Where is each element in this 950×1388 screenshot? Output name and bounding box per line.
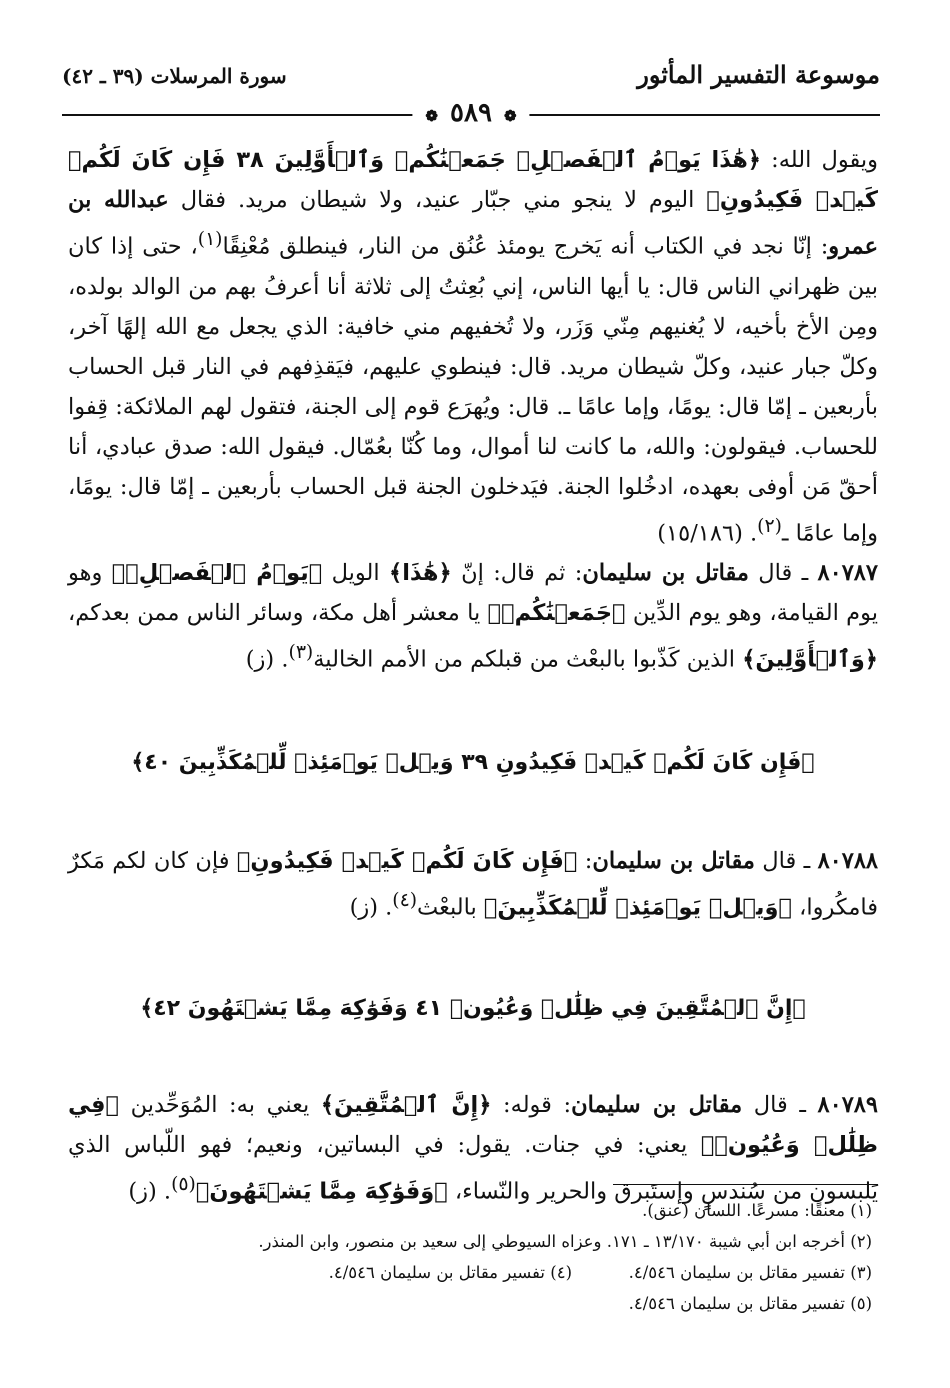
- bold-text: ٨٠٧٨٩: [817, 1092, 878, 1118]
- bold-text: مقاتل بن سليمان: [571, 1092, 743, 1118]
- quran-quote: ﴿وَيۡلٞ يَوۡمَئِذٖ لِّلۡمُكَذِّبِينَ﴾: [483, 894, 792, 920]
- bold-text: مقاتل بن سليمان: [582, 560, 749, 586]
- bold-text: مقاتل بن سليمان: [592, 847, 755, 874]
- ornament-right-icon: ❁: [504, 107, 517, 125]
- page-body: [68, 140, 878, 1212]
- quran-quote: ﴿فَإِن كَانَ لَكُمۡ كَيۡدٞ فَكِيدُونِ﴾: [236, 847, 578, 874]
- text-run: ويقول الله:: [760, 147, 878, 173]
- footnote-ref: (٢): [757, 515, 782, 537]
- text-run: ـ قال: [754, 847, 818, 874]
- text-run: : ثم قال: إنّ: [451, 560, 583, 586]
- text-run: ، حتى إذا كان بين ظهراني الناس قال: يا أيها الناس، إني بُعِثتُ إلى ثلاثة أنا أعرفُ بهم من الوالد بولده، ومِن الأخ بأخيه، لا يُغنيهم مِنّي وَزَر، ولا تُخفيهم مني خافية: الذي يجعل مع الله إلهًا آخر، وكلّ جبار عنيد، وكلّ شيطان مريد. قال: فينطوي عليهم، فيَقذِفهم في النار قبل الحساب بأربعين ـ إمّا قال: يومًا، وإما عامًا ـ. قال: ويُهرَع قوم إلى الجنة، فتقول لهم الملائكة: قِفوا للحساب. فيقولون: والله، ما كانت لنا أموال، وما كُنّا بعُمّال. فيقول الله: صدق عبادي، أنا أحقّ مَن أوفى بعهده، ادخُلوا الجنة. فيَدخلون الجنة قبل الحساب بأربعين ـ إمّا قال: يومًا، وإما عامًا ـ: [68, 233, 878, 546]
- verse-heading-39-40: ﴿فَإِن كَانَ لَكُمۡ كَيۡدٞ فَكِيدُونِ ٣٩ وَيۡلٞ يَوۡمَئِذٖ لِّلۡمُكَذِّبِينَ ٤٠﴾: [131, 749, 815, 775]
- text-run: . (ز): [128, 1178, 172, 1205]
- paragraph-intro: [68, 140, 878, 553]
- surah-title: سورة المرسلات (٣٩ ـ ٤٢): [62, 64, 287, 88]
- footnote-ref: (٤): [392, 889, 418, 911]
- text-run: وهو يوم القيامة، وهو يوم الدِّين: [68, 560, 878, 626]
- paragraph-80788: [68, 841, 878, 928]
- text-run: : إنّا نجد في الكتاب أنه يَخرج يومئذ عُنُق من النار، فينطلق مُعْنِقًا: [222, 233, 829, 260]
- footnote-ref: (١): [197, 229, 223, 250]
- quran-quote: ﴿وَفَوَٰكِهَ مِمَّا يَشۡتَهُونَ﴾: [195, 1178, 448, 1205]
- book-title: موسوعة التفسير المأثور: [637, 60, 880, 89]
- footnote-4: (٤) تفسير مقاتل بن سليمان ٤/٥٤٦.: [328, 1263, 572, 1282]
- quran-quote: ﴿وَٱلۡأَوَّلِينَ﴾: [742, 646, 878, 673]
- text-run: :: [577, 847, 593, 874]
- text-run: بالبعْث: [417, 894, 484, 920]
- footnotes: [68, 1195, 872, 1319]
- verse-heading-41-42: ﴿إِنَّ ٱلۡمُتَّقِينَ فِي ظِلَٰلٖ وَعُيُونٖ ٤١ وَفَوَٰكِهَ مِمَّا يَشۡتَهُونَ ٤٢﴾: [140, 996, 806, 1021]
- bold-text: ٨٠٧٨٧: [817, 560, 878, 586]
- page-header: [62, 58, 880, 128]
- footnote-5: (٥) تفسير مقاتل بن سليمان ٤/٥٤٦.: [628, 1294, 872, 1313]
- bold-text: عبدالله بن عمرو: [68, 187, 878, 260]
- quran-quote: ﴿هَٰذَا﴾: [389, 560, 452, 586]
- quran-quote: ﴿هَٰذَا يَوۡمُ ٱلۡفَصۡلِۖ جَمَعۡنَٰكُمۡ وَٱلۡأَوَّلِينَ ٣٨ فَإِن كَانَ لَكُمۡ كَيۡدٞ فَكِيدُونِ﴾: [68, 147, 879, 213]
- text-run: يعني: في جنات. يقول: في البساتين، ونعيم؛ فهو اللّباس الذي يَلبسون من سُندسٍ وإستَبرق والحرير والنّساء،: [68, 1132, 878, 1205]
- quran-quote: ﴿إِنَّ ٱلۡمُتَّقِينَ﴾: [320, 1092, 492, 1118]
- bold-text: ٨٠٧٨٨: [817, 847, 878, 874]
- footnote-row-3-4: [68, 1257, 872, 1288]
- footnote-separator: [613, 1184, 878, 1185]
- text-run: : قوله:: [491, 1092, 572, 1118]
- footnote-1: (١) معنقًا: مسرعًا. اللسان (عنق).: [642, 1201, 872, 1220]
- quran-quote: ﴿فِي ظِلَٰلٖ وَعُيُونٖ﴾: [68, 1092, 878, 1158]
- paragraph-80787: [68, 553, 878, 680]
- quran-quote: ﴿يَوۡمُ ٱلۡفَصۡلِۖ﴾: [111, 560, 323, 586]
- text-run: يعني به: المُوَحِّدين: [119, 1092, 321, 1118]
- text-run: ـ قال: [748, 560, 818, 586]
- quran-quote: ﴿جَمَعۡنَٰكُمۡ﴾: [487, 600, 626, 626]
- text-run: ـ قال: [742, 1092, 818, 1118]
- footnote-ref: (٣): [288, 642, 314, 663]
- ornament-left-icon: ❁: [425, 107, 438, 125]
- text-run: اليوم لا ينجو مني جبّار عنيد، ولا شيطان مريد. فقال: [168, 187, 707, 213]
- text-run: فإن كان لكم مَكرٌ فامكُروا،: [68, 847, 878, 920]
- footnote-3: (٣) تفسير مقاتل بن سليمان ٤/٥٤٦.: [628, 1263, 872, 1282]
- page-number-group: [412, 98, 529, 128]
- text-run: الويل: [322, 560, 390, 586]
- footnote-2: (٢) أخرجه ابن أبي شيبة ١٣/١٧٠ ـ ١٧١. وعزاه السيوطي إلى سعيد بن منصور، وابن المنذر.: [258, 1232, 872, 1251]
- page-number: ٥٨٩: [450, 98, 492, 128]
- footnote-ref: (٥): [171, 1174, 196, 1195]
- text-run: . (ز): [349, 894, 393, 920]
- paragraph-80789: [68, 1085, 878, 1212]
- text-run: الذين كَذّبوا بالبعْث من قبلكم من الأمم الخالية: [313, 646, 743, 673]
- text-run: يا معشر أهل مكة، وسائر الناس ممن بعدكم،: [68, 600, 488, 626]
- text-run: . (١٥/١٨٦): [657, 520, 758, 546]
- text-run: . (ز): [245, 646, 289, 673]
